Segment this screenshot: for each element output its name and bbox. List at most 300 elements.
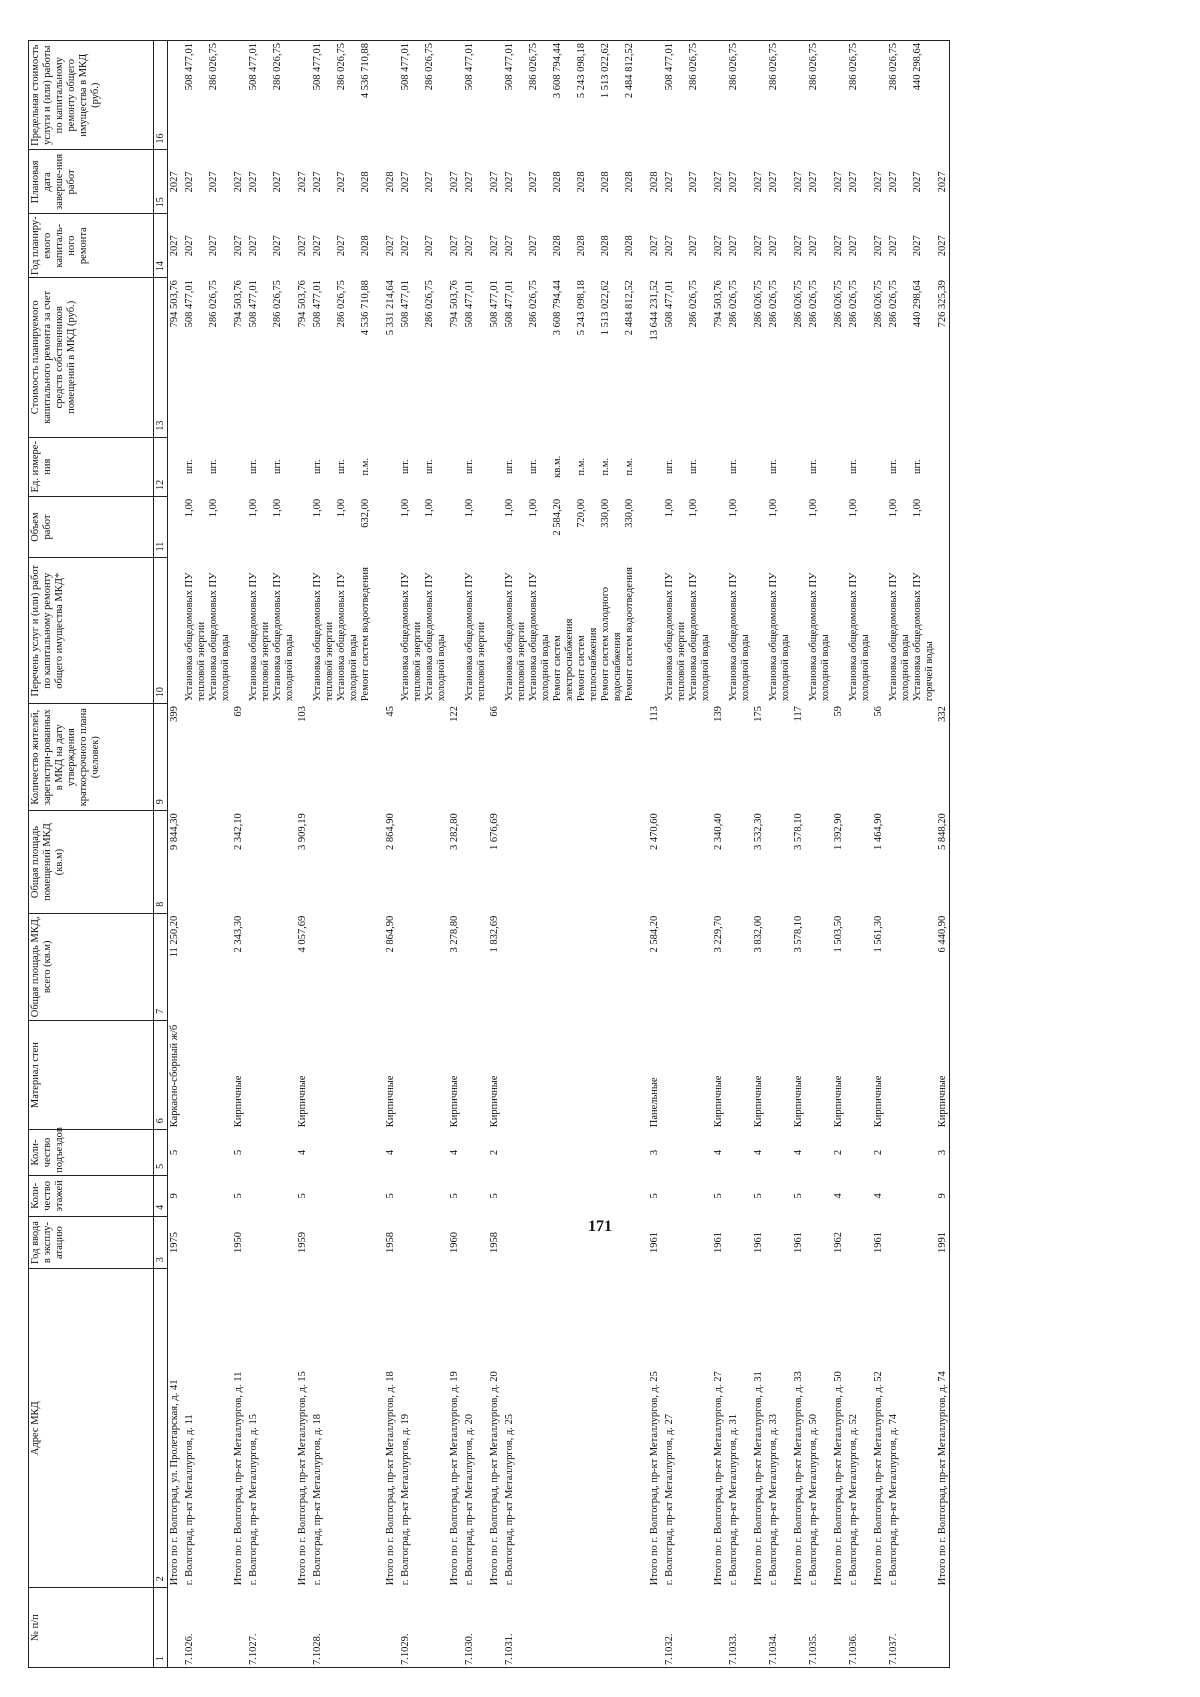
completion-date [461, 150, 488, 214]
row-number: 7.1036. [845, 1588, 872, 1668]
total-area: 3 229,70 [712, 913, 725, 1020]
unit [725, 437, 752, 496]
work-item-limit: 3 608 794,44 [552, 43, 563, 99]
works-list [752, 558, 765, 704]
work-item-unit: шт. [688, 459, 699, 474]
planned-cost: 794 503,76 [296, 278, 309, 438]
row-number [384, 1588, 397, 1668]
floors-count [725, 1175, 752, 1216]
residents-count [501, 704, 648, 811]
rooms-area [885, 811, 936, 914]
work-item-limit: 286 026,75 [272, 43, 283, 91]
row-number [752, 1588, 765, 1668]
commission-year: 1961 [648, 1216, 661, 1268]
planned-year: 2027 [792, 214, 805, 278]
work-item-cost: 508 477,01 [464, 280, 475, 328]
wall-material: Кирпичные [296, 1020, 309, 1129]
work-item-limit: 286 026,75 [888, 43, 899, 91]
unit [661, 437, 712, 496]
total-row [936, 41, 950, 1668]
completion-date: 2028 [384, 150, 397, 214]
completion-date [765, 150, 792, 214]
rooms-area: 2 340,40 [712, 811, 725, 914]
work-item-date: 2027 [424, 171, 435, 193]
completion-date: 2027 [752, 150, 765, 214]
commission-year: 1958 [488, 1216, 501, 1268]
work-volume [661, 496, 712, 558]
work-item-unit: п.м. [576, 457, 587, 476]
planned-cost [805, 278, 832, 438]
work-item-name: Установка общедомовых ПУ тепловой энергии [664, 572, 687, 702]
work-item-cost: 508 477,01 [504, 280, 515, 328]
object-address: г. Волгоград, пр-кт Металлургов, д. 50 [805, 1269, 832, 1588]
work-volume [397, 496, 448, 558]
total-label: Итого по г. Волгоград, пр-кт Металлургов, д. 11 [232, 1269, 245, 1588]
residents-count: 69 [232, 704, 245, 811]
planned-cost [181, 278, 232, 438]
floors-count: 5 [648, 1175, 661, 1216]
cost-limit [461, 41, 488, 150]
total-row [296, 41, 309, 1668]
planned-cost: 508 477,01 [488, 278, 501, 438]
cost-limit [885, 41, 936, 150]
cost-limit [232, 41, 245, 150]
planned-cost: 794 503,76 [448, 278, 461, 438]
planned-cost: 13 644 231,52 [648, 278, 661, 438]
residents-count [805, 704, 832, 811]
work-item-unit: шт. [728, 459, 739, 474]
work-volume [168, 496, 182, 558]
entrances-count [501, 1130, 648, 1176]
floors-count [397, 1175, 448, 1216]
total-area [181, 913, 232, 1020]
completion-date: 2027 [296, 150, 309, 214]
works-list [384, 558, 397, 704]
unit [792, 437, 805, 496]
works-list [648, 558, 661, 704]
work-item-vol: 1,00 [768, 498, 779, 518]
residents-count [181, 704, 232, 811]
residents-count: 139 [712, 704, 725, 811]
total-area: 3 832,00 [752, 913, 765, 1020]
rooms-area [805, 811, 832, 914]
rooms-area: 3 578,10 [792, 811, 805, 914]
work-volume [501, 496, 648, 558]
commission-year [501, 1216, 648, 1268]
wall-material [885, 1020, 936, 1129]
rooms-area: 1 464,90 [872, 811, 885, 914]
total-label: Итого по г. Волгоград, пр-кт Металлургов, д. 25 [648, 1269, 661, 1588]
work-item-year: 2028 [576, 235, 587, 257]
commission-year [309, 1216, 384, 1268]
work-item-limit: 508 477,01 [248, 43, 259, 91]
work-item-date: 2027 [336, 171, 347, 193]
object-row [845, 41, 872, 1668]
work-item-vol: 1,00 [184, 498, 195, 518]
object-row [181, 41, 232, 1668]
total-area: 2 584,20 [648, 913, 661, 1020]
floors-count: 5 [488, 1175, 501, 1216]
total-area: 1 503,50 [832, 913, 845, 1020]
work-item-year: 2028 [552, 235, 563, 257]
work-item-unit: шт. [528, 459, 539, 474]
planned-year: 2027 [384, 214, 397, 278]
work-item-year: 2027 [768, 235, 779, 257]
completion-date: 2027 [936, 150, 950, 214]
completion-date [661, 150, 712, 214]
work-volume [245, 496, 296, 558]
cost-limit [805, 41, 832, 150]
works-list [832, 558, 845, 704]
planned-year [845, 214, 872, 278]
planned-year [725, 214, 752, 278]
table-body [168, 41, 950, 1668]
work-item-year: 2027 [688, 235, 699, 257]
works-list [885, 558, 936, 704]
wall-material [765, 1020, 792, 1129]
work-item-limit: 508 477,01 [504, 43, 515, 91]
commission-year: 1950 [232, 1216, 245, 1268]
works-list [501, 558, 648, 704]
floors-count: 4 [872, 1175, 885, 1216]
object-row [245, 41, 296, 1668]
work-item-unit: шт. [768, 459, 779, 474]
entrances-count: 4 [792, 1130, 805, 1176]
work-item-cost: 508 477,01 [184, 280, 195, 328]
work-item-vol: 1,00 [248, 498, 259, 518]
column-index-16: 16 [154, 41, 168, 150]
entrances-count [661, 1130, 712, 1176]
planned-cost: 286 026,75 [752, 278, 765, 438]
commission-year [725, 1216, 752, 1268]
total-area: 2 864,90 [384, 913, 397, 1020]
wall-material: Каркасно-сборный ж/б [168, 1020, 182, 1129]
work-item-unit: п.м. [360, 457, 371, 476]
object-address: г. Волгоград, пр-кт Металлургов, д. 15 [245, 1269, 296, 1588]
column-index-1: 1 [154, 1588, 168, 1668]
works-list [765, 558, 792, 704]
residents-count [461, 704, 488, 811]
work-item-year: 2027 [504, 235, 515, 257]
entrances-count [805, 1130, 832, 1176]
completion-date: 2027 [872, 150, 885, 214]
planned-year: 2027 [752, 214, 765, 278]
planned-year [245, 214, 296, 278]
row-number [448, 1588, 461, 1668]
planned-cost [397, 278, 448, 438]
column-index-12: 12 [154, 437, 168, 496]
total-area: 1 561,30 [872, 913, 885, 1020]
planned-year: 2027 [648, 214, 661, 278]
work-item-limit: 286 026,75 [688, 43, 699, 91]
completion-date: 2027 [448, 150, 461, 214]
entrances-count: 3 [936, 1130, 950, 1176]
total-area: 6 440,90 [936, 913, 950, 1020]
total-area [245, 913, 296, 1020]
rotated-table-container [28, 40, 1188, 1668]
work-item-name: Ремонт систем электроснабжения [552, 618, 575, 702]
work-volume [384, 496, 397, 558]
total-row [488, 41, 501, 1668]
floors-count [805, 1175, 832, 1216]
work-item-limit: 508 477,01 [464, 43, 475, 91]
object-address: г. Волгоград, пр-кт Металлургов, д. 19 [397, 1269, 448, 1588]
object-row [397, 41, 448, 1668]
work-volume [181, 496, 232, 558]
work-item-date: 2028 [360, 171, 371, 193]
unit [488, 437, 501, 496]
column-index-6: 6 [154, 1020, 168, 1129]
total-label: Итого по г. Волгоград, пр-кт Металлургов, д. 50 [832, 1269, 845, 1588]
wall-material: Кирпичные [448, 1020, 461, 1129]
commission-year: 1961 [872, 1216, 885, 1268]
object-address: г. Волгоград, пр-кт Металлургов, д. 31 [725, 1269, 752, 1588]
commission-year [845, 1216, 872, 1268]
work-item-vol: 1,00 [504, 498, 515, 518]
completion-date [181, 150, 232, 214]
work-item-year: 2027 [424, 235, 435, 257]
total-row [448, 41, 461, 1668]
cost-limit [832, 41, 845, 150]
work-item-date: 2027 [464, 171, 475, 193]
work-item-year: 2027 [528, 235, 539, 257]
cost-limit [936, 41, 950, 150]
work-item-unit: шт. [808, 459, 819, 474]
commission-year [461, 1216, 488, 1268]
object-row [805, 41, 832, 1668]
total-label: Итого по г. Волгоград, пр-кт Металлургов, д. 33 [792, 1269, 805, 1588]
work-volume [232, 496, 245, 558]
work-item-cost: 286 026,75 [272, 280, 283, 328]
works-list [845, 558, 872, 704]
completion-date [501, 150, 648, 214]
work-volume [765, 496, 792, 558]
planned-year [397, 214, 448, 278]
unit [648, 437, 661, 496]
planned-year: 2027 [832, 214, 845, 278]
work-item-cost: 508 477,01 [312, 280, 323, 328]
page-number: 171 [588, 1218, 612, 1235]
entrances-count [765, 1130, 792, 1176]
planned-year [501, 214, 648, 278]
rooms-area: 3 909,19 [296, 811, 309, 914]
work-item-date: 2027 [504, 171, 515, 193]
planned-year [661, 214, 712, 278]
planned-cost: 286 026,75 [872, 278, 885, 438]
unit [752, 437, 765, 496]
commission-year: 1960 [448, 1216, 461, 1268]
work-item-year: 2028 [360, 235, 371, 257]
planned-year: 2027 [712, 214, 725, 278]
cost-limit [725, 41, 752, 150]
object-address: г. Волгоград, пр-кт Металлургов, д. 25 [501, 1269, 648, 1588]
column-header-10: Перечень услуг и (или) работ по капитальному ремонту общего имущества МКД* [29, 558, 154, 704]
rooms-area [661, 811, 712, 914]
row-number: 7.1031. [501, 1588, 648, 1668]
work-item-date: 2027 [312, 171, 323, 193]
work-item-limit: 286 026,75 [768, 43, 779, 91]
wall-material: Кирпичные [752, 1020, 765, 1129]
completion-date [725, 150, 752, 214]
commission-year: 1958 [384, 1216, 397, 1268]
commission-year: 1961 [752, 1216, 765, 1268]
floors-count [765, 1175, 792, 1216]
total-row [384, 41, 397, 1668]
work-item-limit: 286 026,75 [528, 43, 539, 91]
work-item-date: 2028 [624, 171, 635, 193]
entrances-count [181, 1130, 232, 1176]
row-number [168, 1588, 182, 1668]
floors-count [461, 1175, 488, 1216]
rooms-area: 5 848,20 [936, 811, 950, 914]
floors-count [181, 1175, 232, 1216]
header-index-row [154, 41, 168, 1668]
work-volume [936, 496, 950, 558]
floors-count: 9 [936, 1175, 950, 1216]
planned-cost [661, 278, 712, 438]
work-item-vol: 1,00 [688, 498, 699, 518]
wall-material [461, 1020, 488, 1129]
column-header-12: Ед. измере-ния [29, 437, 154, 496]
work-volume [792, 496, 805, 558]
work-item-year: 2027 [184, 235, 195, 257]
work-volume [648, 496, 661, 558]
work-item-date: 2027 [400, 171, 411, 193]
work-item-vol: 1,00 [728, 498, 739, 518]
work-item-date: 2027 [528, 171, 539, 193]
work-item-name: Установка общедомовых ПУ холодной воды [848, 572, 871, 702]
total-area: 3 578,10 [792, 913, 805, 1020]
work-item-limit: 508 477,01 [400, 43, 411, 91]
object-row [309, 41, 384, 1668]
cost-limit [752, 41, 765, 150]
work-item-year: 2027 [208, 235, 219, 257]
wall-material: Кирпичные [872, 1020, 885, 1129]
object-row [765, 41, 792, 1668]
row-number [648, 1588, 661, 1668]
work-item-cost: 286 026,75 [688, 280, 699, 328]
row-number [936, 1588, 950, 1668]
work-volume [752, 496, 765, 558]
column-index-7: 7 [154, 913, 168, 1020]
planned-year: 2027 [232, 214, 245, 278]
total-row [232, 41, 245, 1668]
object-address: г. Волгоград, пр-кт Металлургов, д. 27 [661, 1269, 712, 1588]
work-item-year: 2027 [464, 235, 475, 257]
column-header-14: Год планиру-емого капиталь-ного ремонта [29, 214, 154, 278]
column-header-16: Предельная стоимость услуги и (или) работы по капитальному ремонту общего имущества в МКД (руб.) [29, 41, 154, 150]
entrances-count: 4 [384, 1130, 397, 1176]
cost-limit [845, 41, 872, 150]
work-item-year: 2027 [848, 235, 859, 257]
cost-limit [792, 41, 805, 150]
unit [805, 437, 832, 496]
planned-cost [765, 278, 792, 438]
floors-count: 5 [296, 1175, 309, 1216]
object-row [501, 41, 648, 1668]
planned-cost [461, 278, 488, 438]
rooms-area [397, 811, 448, 914]
planned-cost: 726 325,39 [936, 278, 950, 438]
cost-limit [309, 41, 384, 150]
total-row [792, 41, 805, 1668]
planned-cost [309, 278, 384, 438]
cost-limit [245, 41, 296, 150]
entrances-count [845, 1130, 872, 1176]
work-item-cost: 286 026,75 [336, 280, 347, 328]
residents-count: 113 [648, 704, 661, 811]
column-header-3: Год ввода в эксплу-атацию [29, 1216, 154, 1268]
unit [296, 437, 309, 496]
total-row [872, 41, 885, 1668]
work-item-year: 2027 [808, 235, 819, 257]
planned-year: 2027 [296, 214, 309, 278]
work-item-date: 2027 [728, 171, 739, 193]
residents-count: 56 [872, 704, 885, 811]
entrances-count [725, 1130, 752, 1176]
total-label: Итого по г. Волгоград, пр-кт Металлургов, д. 20 [488, 1269, 501, 1588]
work-item-cost: 508 477,01 [664, 280, 675, 328]
unit [461, 437, 488, 496]
works-list [805, 558, 832, 704]
work-item-name: Установка общедомовых ПУ холодной воды [888, 572, 911, 702]
works-list [712, 558, 725, 704]
residents-count: 122 [448, 704, 461, 811]
work-item-unit: шт. [336, 459, 347, 474]
work-item-limit: 440 298,64 [912, 43, 923, 91]
works-list [488, 558, 501, 704]
cost-limit [661, 41, 712, 150]
work-item-vol: 1,00 [400, 498, 411, 518]
work-item-unit: шт. [664, 459, 675, 474]
total-row [168, 41, 182, 1668]
work-item-name: Установка общедомовых ПУ горячей воды [912, 572, 935, 702]
object-address: г. Волгоград, пр-кт Металлургов, д. 11 [181, 1269, 232, 1588]
work-item-year: 2027 [312, 235, 323, 257]
work-item-unit: шт. [272, 459, 283, 474]
work-volume [885, 496, 936, 558]
work-volume [488, 496, 501, 558]
entrances-count: 4 [296, 1130, 309, 1176]
planned-cost: 794 503,76 [712, 278, 725, 438]
row-number: 7.1028. [309, 1588, 384, 1668]
work-item-year: 2027 [888, 235, 899, 257]
work-item-name: Ремонт систем теплоснабжения [576, 627, 599, 702]
work-item-limit: 5 243 098,18 [576, 43, 587, 99]
work-item-vol: 720,00 [576, 498, 587, 528]
planned-cost: 286 026,75 [832, 278, 845, 438]
residents-count [765, 704, 792, 811]
works-list [872, 558, 885, 704]
total-label: Итого по г. Волгоград, пр-кт Металлургов, д. 74 [936, 1269, 950, 1588]
floors-count: 5 [448, 1175, 461, 1216]
wall-material: Кирпичные [832, 1020, 845, 1129]
work-item-cost: 440 298,64 [912, 280, 923, 328]
planned-year [765, 214, 792, 278]
cost-limit [501, 41, 648, 150]
planned-cost [501, 278, 648, 438]
wall-material: Кирпичные [232, 1020, 245, 1129]
rooms-area: 1 676,69 [488, 811, 501, 914]
column-header-15: Плановая дата заверше-ния работ [29, 150, 154, 214]
work-item-vol: 2 584,20 [552, 498, 563, 536]
planned-cost [885, 278, 936, 438]
object-row [885, 41, 936, 1668]
planned-year: 2027 [168, 214, 182, 278]
column-index-9: 9 [154, 704, 168, 811]
work-item-date: 2027 [912, 171, 923, 193]
work-item-cost: 1 513 022,62 [600, 280, 611, 336]
